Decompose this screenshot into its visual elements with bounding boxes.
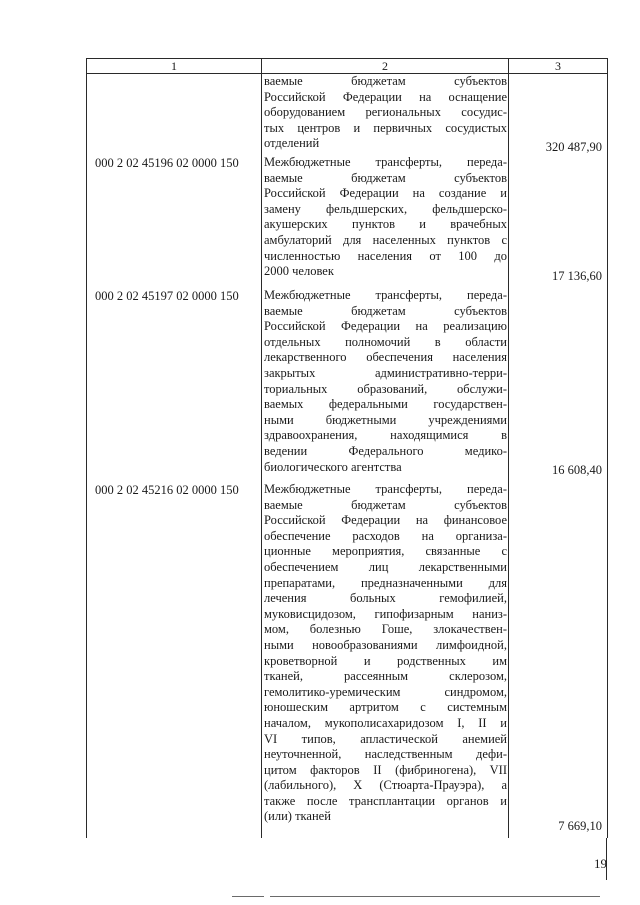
row-code: 000 2 02 45196 02 0000 150 <box>95 156 239 170</box>
description-line: препаратами, предназначенными для <box>264 575 507 590</box>
description-line: Межбюджетные трансферты, переда- <box>264 482 507 496</box>
footer-rule <box>270 896 600 897</box>
description-line: ными новообразованиями лимфоидной, <box>264 637 507 652</box>
row-description <box>264 288 507 475</box>
column-divider-2 <box>508 58 509 838</box>
description-line: ционные мероприятия, связанные с <box>264 544 507 559</box>
description-line: Межбюджетные трансферты, переда- <box>264 288 507 302</box>
description-line: ториальных образований, обслужи- <box>264 381 507 396</box>
column-header-2: 2 <box>382 59 388 73</box>
row-amount: 16 608,40 <box>552 463 602 477</box>
description-line: ными бюджетными учреждениями <box>264 412 507 427</box>
column-header-1: 1 <box>171 59 177 73</box>
description-line: ваемые бюджетам субъектов <box>264 303 507 318</box>
description-line: муковисцидозом, гипофизарным наниз- <box>264 606 507 621</box>
description-line: Российской Федерации на финансовое <box>264 513 507 528</box>
description-line: Российской Федерации на оснащение <box>264 89 507 104</box>
description-line: началом, мукополисахаридозом I, II и <box>264 715 507 730</box>
description-line: ваемые бюджетам субъектов <box>264 170 507 185</box>
continuation-amount: 320 487,90 <box>545 140 602 154</box>
description-line: ваемые бюджетам субъектов <box>264 74 507 88</box>
description-line: ведении Федерального медико- <box>264 443 507 458</box>
column-divider-1 <box>261 58 262 838</box>
continuation-description <box>264 74 507 152</box>
row-code: 000 2 02 45197 02 0000 150 <box>95 289 239 303</box>
description-line: здравоохранения, находящимися в <box>264 428 507 443</box>
row-amount: 7 669,10 <box>558 819 602 833</box>
description-line: обеспечение расходов на организа- <box>264 528 507 543</box>
description-line: тых центров и первичных сосудистых <box>264 120 507 135</box>
description-line: кроветворной и родственных им <box>264 653 507 668</box>
description-line: отдельных полномочий в области <box>264 334 507 349</box>
description-line: (или) тканей <box>264 809 331 824</box>
description-line: юношеским артритом с системным <box>264 700 507 715</box>
description-line: биологического агентства <box>264 459 402 474</box>
description-line: VI типов, апластической анемией <box>264 731 507 746</box>
row-description <box>264 482 507 825</box>
description-line: Российской Федерации на создание и <box>264 186 507 201</box>
description-line: отделений <box>264 136 320 151</box>
description-line: неуточненной, наследственным дефи- <box>264 747 507 762</box>
description-line: лекарственного обеспечения населения <box>264 350 507 365</box>
description-line: цитом факторов II (фибриногена), VII <box>264 762 507 777</box>
footer-rule <box>232 896 264 897</box>
description-line: 2000 человек <box>264 264 334 279</box>
description-line: тканей, рассеянным склерозом, <box>264 669 507 684</box>
description-line: ваемых федеральными государствен- <box>264 397 507 412</box>
description-line: замену фельдшерских, фельдшерско- <box>264 201 507 216</box>
row-code: 000 2 02 45216 02 0000 150 <box>95 483 239 497</box>
description-line: также после трансплантации органов и <box>264 793 507 808</box>
description-line: Российской Федерации на реализацию <box>264 319 507 334</box>
description-line: акушерских пунктов и врачебных <box>264 217 507 232</box>
description-line: закрытых административно-терри- <box>264 365 507 380</box>
description-line: численностью населения от 100 до <box>264 248 507 263</box>
description-line: ваемые бюджетам субъектов <box>264 497 507 512</box>
table-right-border <box>607 58 608 838</box>
description-line: обеспечением лиц лекарственными <box>264 559 507 574</box>
description-line: оборудованием региональных сосудис- <box>264 105 507 120</box>
budget-table <box>86 58 608 838</box>
page-number: 19 <box>594 856 607 871</box>
description-line: лечения больных гемофилией, <box>264 591 507 606</box>
column-header-3: 3 <box>555 59 561 73</box>
table-left-border <box>86 58 87 838</box>
description-line: (лабильного), X (Стюарта-Прауэра), а <box>264 778 507 793</box>
description-line: Межбюджетные трансферты, переда- <box>264 155 507 169</box>
description-line: гемолитико-уремическим синдромом, <box>264 684 507 699</box>
row-description <box>264 155 507 280</box>
row-amount: 17 136,60 <box>552 269 602 283</box>
description-line: мом, болезнью Гоше, злокачествен- <box>264 622 507 637</box>
description-line: амбулаторий для населенных пунктов с <box>264 232 507 247</box>
